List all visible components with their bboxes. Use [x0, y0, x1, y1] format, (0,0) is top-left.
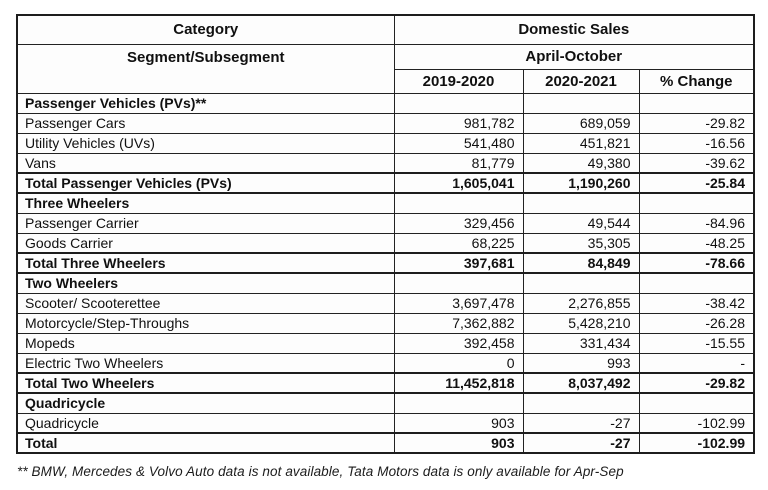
- header-row-category: [17, 15, 754, 44]
- cell-2020-2021: 451,821: [523, 133, 639, 153]
- cell-2020-2021: 689,059: [523, 113, 639, 133]
- cell-2020-2021: 2,276,855: [523, 293, 639, 313]
- cell-percent-change: -102.99: [639, 413, 754, 433]
- cell-2020-2021: 1,190,260: [523, 173, 639, 193]
- table-row: [17, 293, 754, 313]
- cell-2020-2021: [523, 273, 639, 293]
- total-row: [17, 253, 754, 273]
- cell-2019-2020: 903: [394, 413, 523, 433]
- row-label: Quadricycle: [17, 413, 394, 433]
- header-col-percent-change: % Change: [639, 69, 754, 93]
- cell-2020-2021: [523, 193, 639, 213]
- table-row: [17, 353, 754, 373]
- table-row: [17, 133, 754, 153]
- total-row: [17, 433, 754, 453]
- cell-2019-2020: 81,779: [394, 153, 523, 173]
- row-label: Passenger Vehicles (PVs)**: [17, 93, 394, 113]
- table-body: [17, 93, 754, 453]
- cell-2020-2021: -27: [523, 433, 639, 453]
- table-row: [17, 153, 754, 173]
- cell-percent-change: [639, 273, 754, 293]
- row-label: Total Two Wheelers: [17, 373, 394, 393]
- cell-percent-change: -84.96: [639, 213, 754, 233]
- cell-percent-change: -16.56: [639, 133, 754, 153]
- cell-percent-change: -39.62: [639, 153, 754, 173]
- row-label: Total Passenger Vehicles (PVs): [17, 173, 394, 193]
- cell-2020-2021: -27: [523, 413, 639, 433]
- table-row: [17, 413, 754, 433]
- cell-percent-change: -38.42: [639, 293, 754, 313]
- cell-2019-2020: 541,480: [394, 133, 523, 153]
- total-row: [17, 173, 754, 193]
- cell-percent-change: -78.66: [639, 253, 754, 273]
- cell-percent-change: [639, 93, 754, 113]
- cell-percent-change: -26.28: [639, 313, 754, 333]
- row-label: Utility Vehicles (UVs): [17, 133, 394, 153]
- row-label: Passenger Cars: [17, 113, 394, 133]
- cell-2019-2020: 397,681: [394, 253, 523, 273]
- row-label: Mopeds: [17, 333, 394, 353]
- header-period: April-October: [394, 44, 754, 69]
- cell-2019-2020: 329,456: [394, 213, 523, 233]
- cell-percent-change: -29.82: [639, 373, 754, 393]
- row-label: Goods Carrier: [17, 233, 394, 253]
- cell-2019-2020: 981,782: [394, 113, 523, 133]
- row-label: Scooter/ Scooterettee: [17, 293, 394, 313]
- table-row: [17, 233, 754, 253]
- header-col-2019-2020: 2019-2020: [394, 69, 523, 93]
- row-label: Vans: [17, 153, 394, 173]
- cell-2019-2020: 1,605,041: [394, 173, 523, 193]
- cell-2019-2020: [394, 393, 523, 413]
- row-label: Three Wheelers: [17, 193, 394, 213]
- cell-2020-2021: 993: [523, 353, 639, 373]
- cell-percent-change: -29.82: [639, 113, 754, 133]
- row-label: Motorcycle/Step-Throughs: [17, 313, 394, 333]
- cell-2019-2020: [394, 273, 523, 293]
- footnote: ** BMW, Mercedes & Volvo Auto data is not available, Tata Motors data is only available for Apr-Sep: [17, 464, 624, 479]
- cell-2020-2021: 84,849: [523, 253, 639, 273]
- cell-2019-2020: [394, 93, 523, 113]
- cell-2020-2021: 35,305: [523, 233, 639, 253]
- cell-2019-2020: 392,458: [394, 333, 523, 353]
- cell-2020-2021: 5,428,210: [523, 313, 639, 333]
- cell-2019-2020: 0: [394, 353, 523, 373]
- cell-2020-2021: 49,544: [523, 213, 639, 233]
- cell-2020-2021: [523, 393, 639, 413]
- row-label: Two Wheelers: [17, 273, 394, 293]
- cell-percent-change: -102.99: [639, 433, 754, 453]
- cell-2019-2020: 903: [394, 433, 523, 453]
- row-label: Electric Two Wheelers: [17, 353, 394, 373]
- cell-2019-2020: 3,697,478: [394, 293, 523, 313]
- header-row-segment: [17, 44, 754, 69]
- row-label: Total: [17, 433, 394, 453]
- cell-percent-change: -25.84: [639, 173, 754, 193]
- cell-percent-change: -: [639, 353, 754, 373]
- cell-2020-2021: 8,037,492: [523, 373, 639, 393]
- cell-2019-2020: 68,225: [394, 233, 523, 253]
- cell-percent-change: [639, 193, 754, 213]
- header-segment-subsegment: Segment/Subsegment: [17, 44, 394, 93]
- row-label: Passenger Carrier: [17, 213, 394, 233]
- table-row: [17, 333, 754, 353]
- cell-2020-2021: 331,434: [523, 333, 639, 353]
- cell-percent-change: -48.25: [639, 233, 754, 253]
- header-domestic-sales: Domestic Sales: [394, 15, 754, 44]
- cell-2019-2020: [394, 193, 523, 213]
- header-col-2020-2021: 2020-2021: [523, 69, 639, 93]
- total-row: [17, 373, 754, 393]
- table-row: [17, 113, 754, 133]
- row-label: Total Three Wheelers: [17, 253, 394, 273]
- cell-2019-2020: 11,452,818: [394, 373, 523, 393]
- section-row: [17, 273, 754, 293]
- cell-2020-2021: 49,380: [523, 153, 639, 173]
- domestic-sales-table: [16, 14, 755, 454]
- row-label: Quadricycle: [17, 393, 394, 413]
- section-row: [17, 393, 754, 413]
- cell-percent-change: [639, 393, 754, 413]
- table-row: [17, 313, 754, 333]
- section-row: [17, 93, 754, 113]
- cell-2020-2021: [523, 93, 639, 113]
- cell-2019-2020: 7,362,882: [394, 313, 523, 333]
- header-category: Category: [17, 15, 394, 44]
- section-row: [17, 193, 754, 213]
- cell-percent-change: -15.55: [639, 333, 754, 353]
- table-row: [17, 213, 754, 233]
